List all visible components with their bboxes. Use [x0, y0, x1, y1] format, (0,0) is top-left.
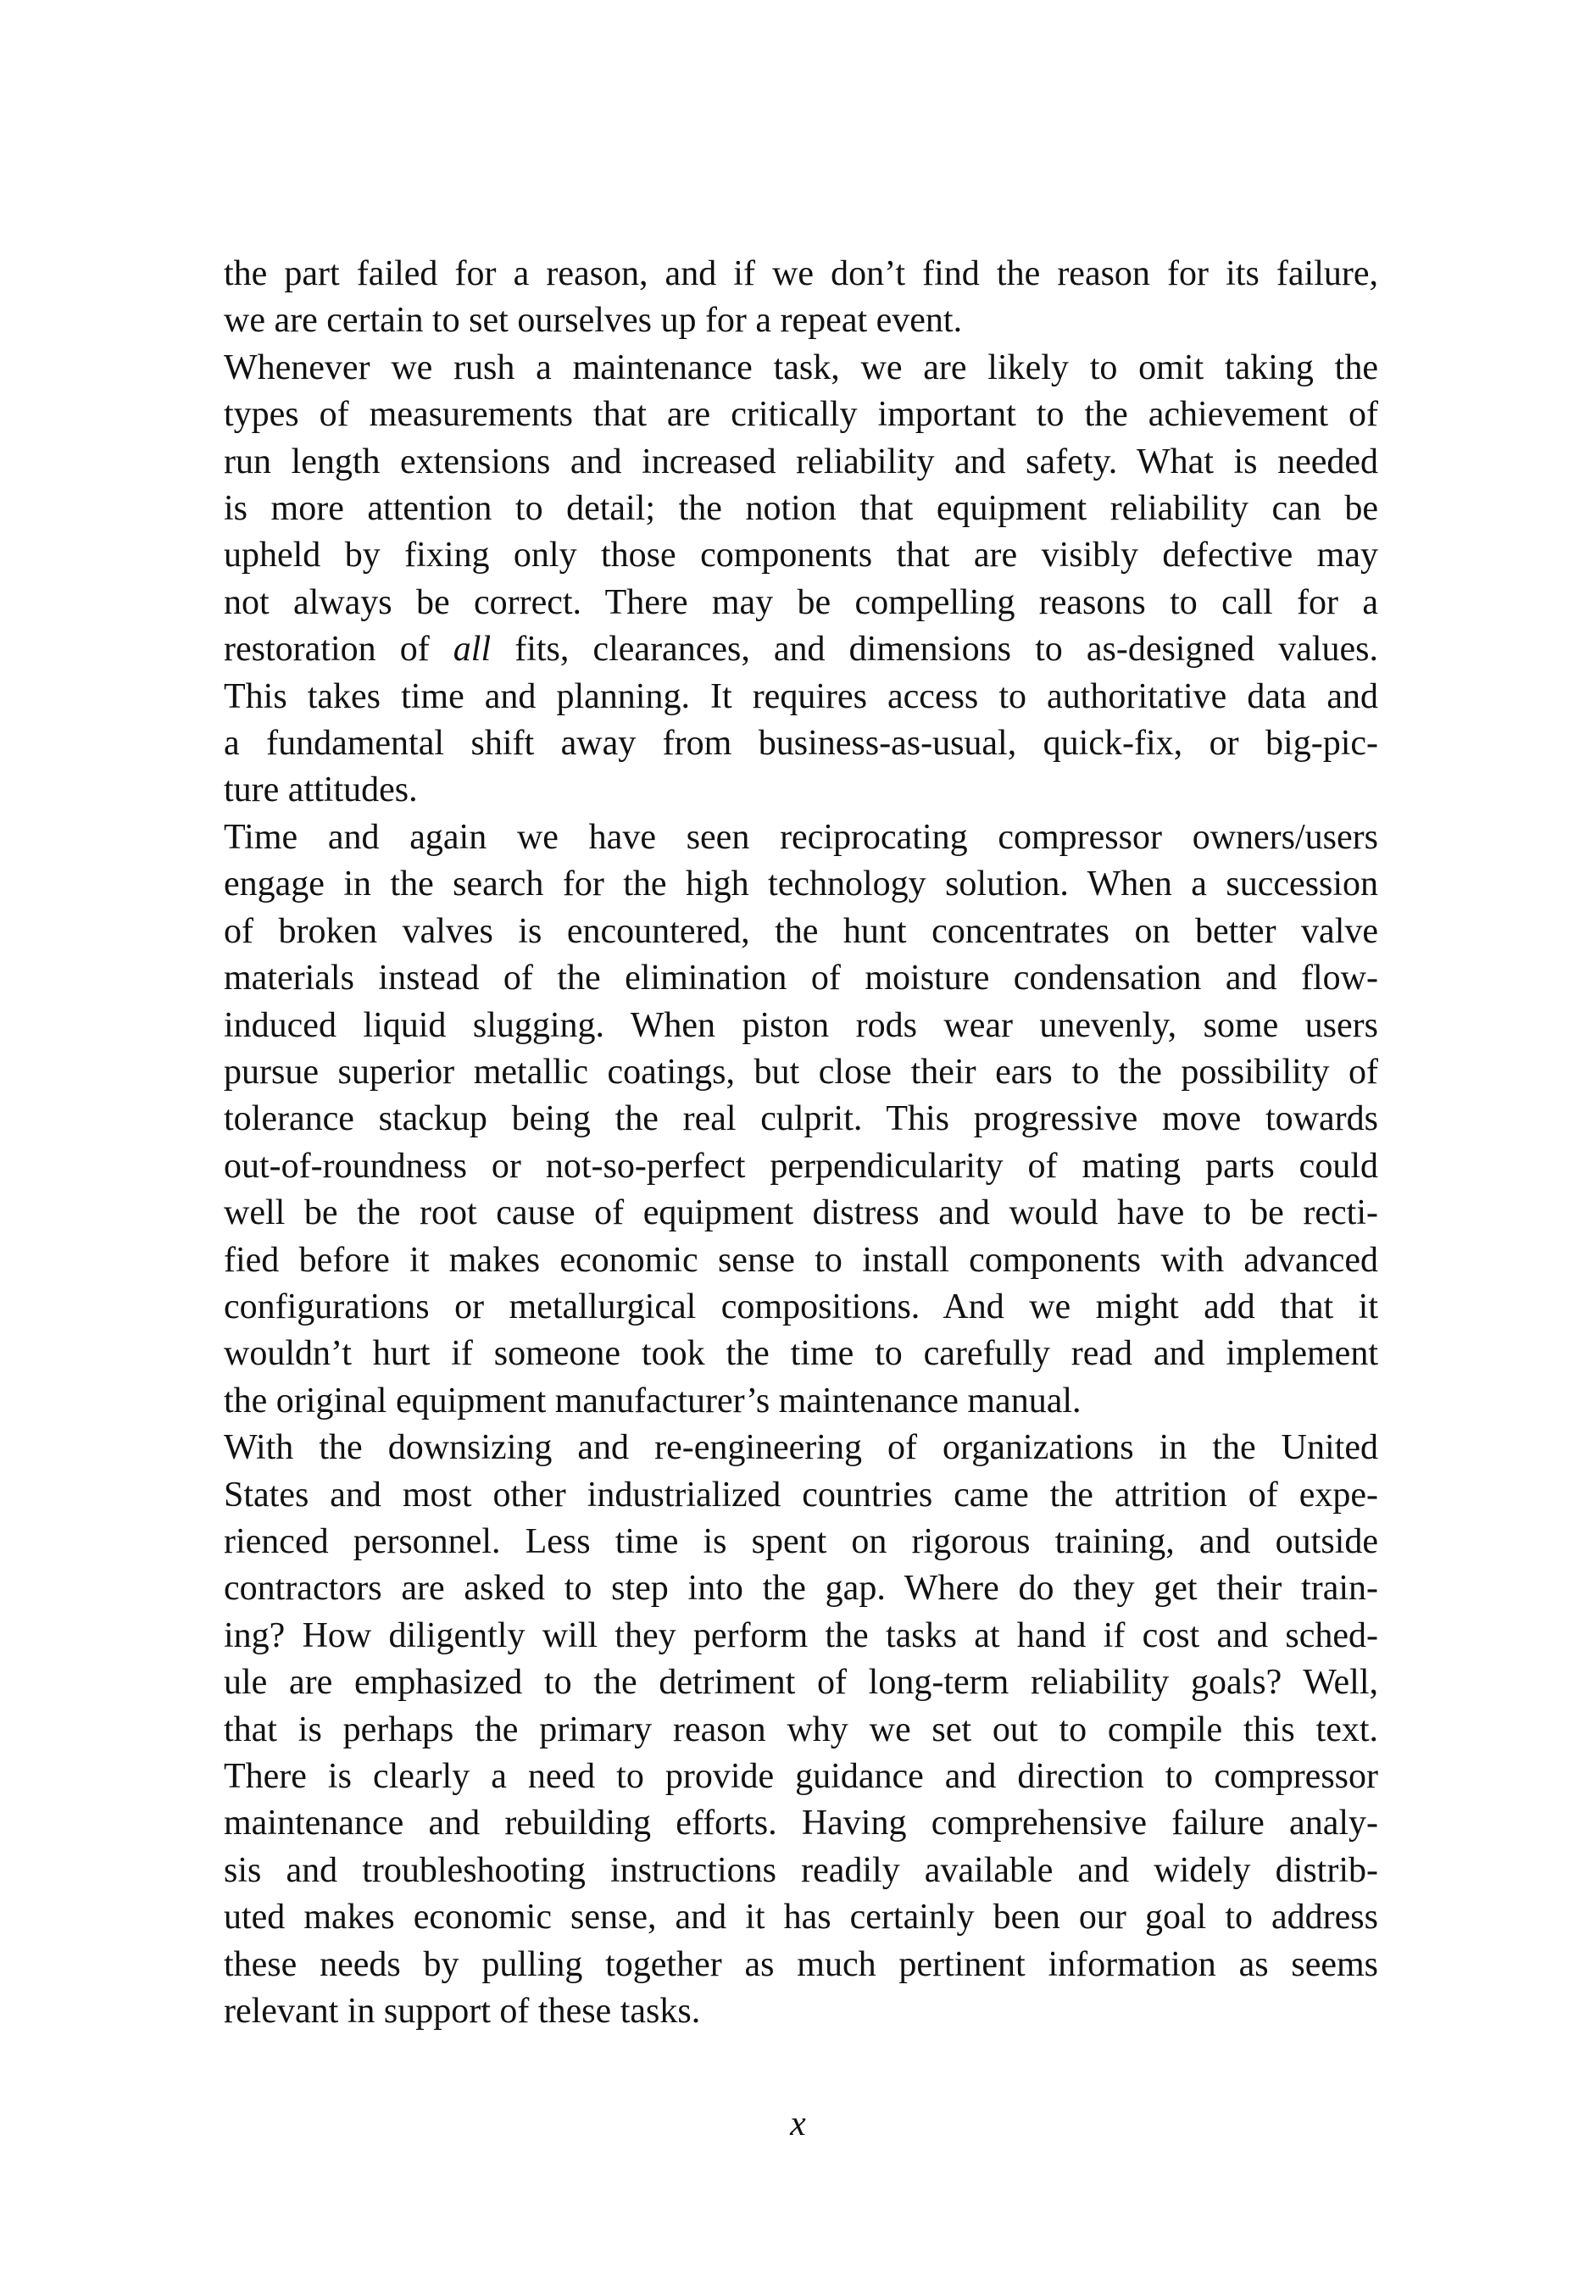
- paragraph-4: [224, 1425, 1378, 2035]
- text-line: uted makes economic sense, and it has certainly been our goal to address: [224, 1898, 1378, 1937]
- page-body: [224, 251, 1378, 2035]
- text-line: ing? How diligently will they perform the tasks at hand if cost and sched-: [224, 1615, 1378, 1655]
- paragraph-3: [224, 814, 1378, 1425]
- text-segment: restoration of: [224, 630, 453, 670]
- text-line: sis and troubleshooting instructions readily available and widely distrib-: [224, 1850, 1378, 1890]
- text-line: ule are emphasized to the detriment of long-term reliability goals? Well,: [224, 1663, 1378, 1703]
- text-line: is more attention to detail; the notion that equipment reliability can be: [224, 489, 1378, 529]
- text-line: we are certain to set ourselves up for a repeat event.: [224, 301, 963, 341]
- text-line: types of measurements that are critically important to the achievement of: [224, 395, 1378, 435]
- text-line: out-of-roundness or not-so-perfect perpendicularity of mating parts could: [224, 1146, 1378, 1186]
- text-line: not always be correct. There may be compelling reasons to call for a: [224, 582, 1378, 622]
- text-line: of broken valves is encountered, the hunt concentrates on better valve: [224, 911, 1378, 951]
- text-line: Time and again we have seen reciprocating compressor owners/users: [224, 817, 1378, 857]
- text-line: rienced personnel. Less time is spent on rigorous training, and outside: [224, 1521, 1378, 1561]
- text-line: Whenever we rush a maintenance task, we are likely to omit taking the: [224, 347, 1378, 387]
- text-line: these needs by pulling together as much pertinent information as seems: [224, 1944, 1378, 1984]
- text-line: the part failed for a reason, and if we don’t find the reason for its failure,: [224, 254, 1378, 293]
- text-line: upheld by fixing only those components that are visibly defective may: [224, 536, 1378, 575]
- text-line: well be the root cause of equipment distress and would have to be recti-: [224, 1193, 1378, 1233]
- text-line: relevant in support of these tasks.: [224, 1992, 701, 2032]
- text-line: With the downsizing and re-engineering of organizations in the United: [224, 1428, 1378, 1468]
- text-line: There is clearly a need to provide guidance and direction to compressor: [224, 1757, 1378, 1796]
- text-line: wouldn’t hurt if someone took the time to carefully read and implement: [224, 1334, 1378, 1374]
- text-line: configurations or metallurgical compositions. And we might add that it: [224, 1287, 1378, 1326]
- paragraph-1: [224, 251, 1378, 345]
- text-line: run length extensions and increased reliability and safety. What is needed: [224, 442, 1378, 481]
- page-number: x: [790, 2104, 806, 2143]
- paragraph-2: [224, 345, 1378, 814]
- text-line: tolerance stackup being the real culprit. This progressive move towards: [224, 1099, 1378, 1139]
- text-line: that is perhaps the primary reason why we set out to compile this text.: [224, 1709, 1378, 1749]
- text-line: the original equipment manufacturer’s maintenance manual.: [224, 1381, 1082, 1420]
- text-line: materials instead of the elimination of moisture condensation and flow-: [224, 959, 1378, 998]
- text-line: This takes time and planning. It requires access to authoritative data and: [224, 676, 1378, 716]
- text-segment: fits, clearances, and dimensions to as-designed values.: [491, 630, 1379, 670]
- text-line: fied before it makes economic sense to install components with advanced: [224, 1240, 1378, 1280]
- text-line: induced liquid slugging. When piston rods wear unevenly, some users: [224, 1005, 1378, 1045]
- text-line: a fundamental shift away from business-as-usual, quick-fix, or big-pic-: [224, 724, 1378, 764]
- text-line-with-emphasis: [224, 626, 1378, 673]
- text-line: maintenance and rebuilding efforts. Having comprehensive failure analy-: [224, 1804, 1378, 1843]
- text-line: pursue superior metallic coatings, but close their ears to the possibility of: [224, 1052, 1378, 1092]
- text-line: ture attitudes.: [224, 770, 418, 810]
- text-line: States and most other industrialized countries came the attrition of expe-: [224, 1475, 1378, 1515]
- text-line: contractors are asked to step into the gap. Where do they get their train-: [224, 1569, 1378, 1609]
- emphasis-word: all: [453, 630, 492, 670]
- text-line: engage in the search for the high technology solution. When a succession: [224, 864, 1378, 904]
